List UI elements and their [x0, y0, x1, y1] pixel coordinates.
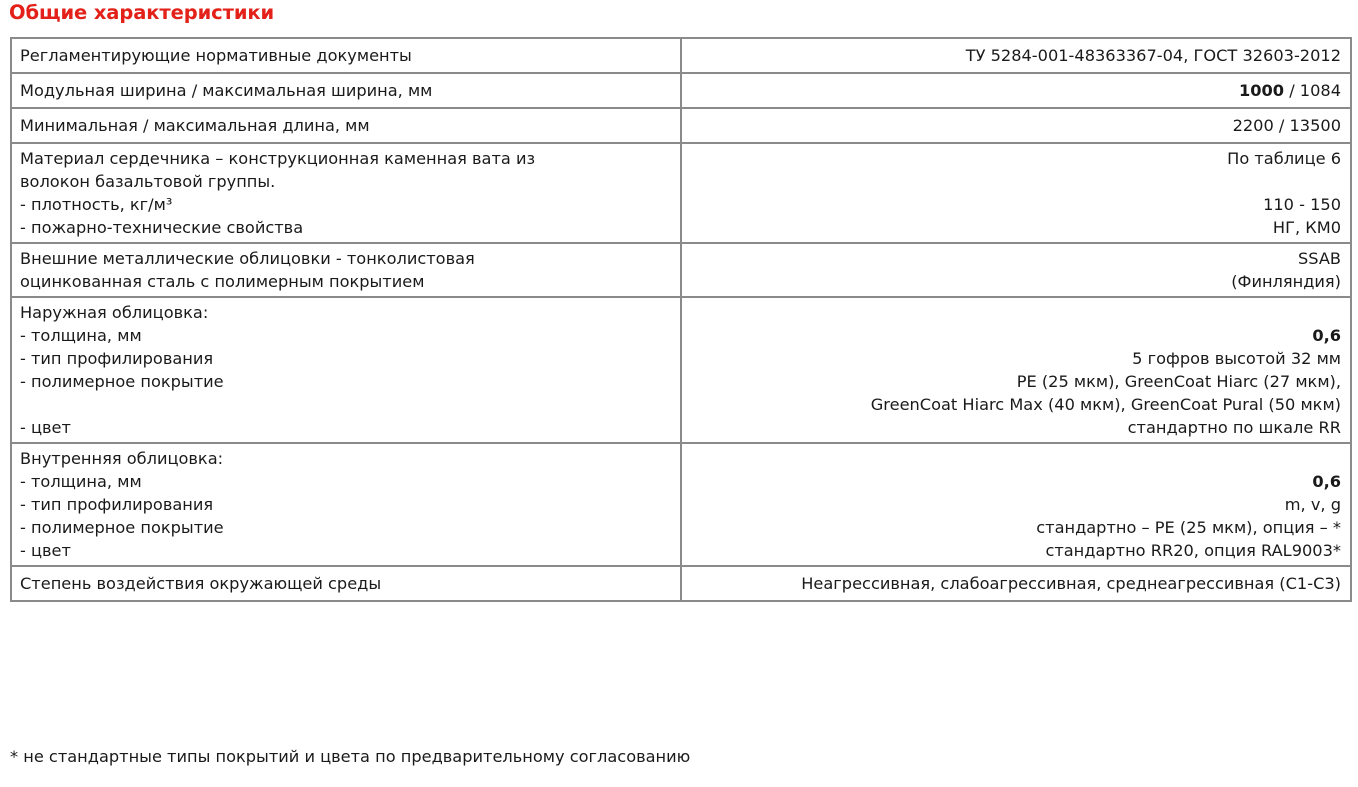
- row-label-text: - тип профилирования: [20, 495, 214, 514]
- value-rest: / 1084: [1284, 81, 1341, 100]
- row-value-text: стандартно по шкале RR: [1127, 418, 1341, 437]
- row-label: [11, 243, 681, 297]
- characteristics-table: [10, 37, 1352, 602]
- table-row: [11, 38, 1351, 73]
- row-label-text: - плотность, кг/м³: [20, 195, 173, 214]
- row-label: [11, 566, 681, 601]
- row-label: [11, 297, 681, 443]
- row-value-text: (Финляндия): [1231, 272, 1341, 291]
- row-label-text: Модульная ширина / максимальная ширина, мм: [20, 81, 433, 100]
- table-row: [11, 143, 1351, 243]
- row-value-text: [689, 324, 1341, 347]
- row-value-text: [689, 470, 1341, 493]
- row-value-text: 5 гофров высотой 32 мм: [1132, 349, 1341, 368]
- row-value-text: PE (25 мкм), GreenCoat Hiarc (27 мкм),: [1016, 372, 1341, 391]
- table-row: [11, 73, 1351, 108]
- row-label-text: - тип профилирования: [20, 349, 214, 368]
- row-value: [681, 443, 1351, 566]
- table-row: [11, 108, 1351, 143]
- row-label-text: Минимальная / максимальная длина, мм: [20, 116, 370, 135]
- row-value: [681, 73, 1351, 108]
- row-value-text: SSAB: [1297, 249, 1341, 268]
- row-label-text: Внешние металлические облицовки - тонколистовая: [20, 249, 475, 268]
- row-label-text: волокон базальтовой группы.: [20, 172, 276, 191]
- row-label: [11, 38, 681, 73]
- row-value-text: 110 - 150: [1263, 195, 1341, 214]
- row-label-text: - полимерное покрытие: [20, 518, 224, 537]
- row-label-text: Материал сердечника – конструкционная каменная вата из: [20, 149, 536, 168]
- row-label-text: - пожарно-технические свойства: [20, 218, 304, 237]
- row-label-text: - толщина, мм: [20, 472, 142, 491]
- row-value-text: [689, 79, 1341, 102]
- row-label-text: - цвет: [20, 418, 71, 437]
- row-label-text: - цвет: [20, 541, 71, 560]
- spacer: [689, 170, 1341, 193]
- row-value-text: Неагрессивная, слабоагрессивная, среднеагрессивная (С1-С3): [801, 574, 1341, 593]
- row-value-text: GreenCoat Hiarc Max (40 мкм), GreenCoat Pural (50 мкм): [870, 395, 1341, 414]
- row-label-text: Степень воздействия окружающей среды: [20, 574, 382, 593]
- spacer: [20, 393, 673, 416]
- row-value: [681, 297, 1351, 443]
- row-value-text: По таблице 6: [1227, 149, 1341, 168]
- row-label-text: Внутренняя облицовка:: [20, 449, 224, 468]
- row-label-text: - полимерное покрытие: [20, 372, 224, 391]
- value-bold: 0,6: [1312, 326, 1341, 345]
- table-row: [11, 443, 1351, 566]
- row-value-text: стандартно – PE (25 мкм), опция – *: [1036, 518, 1341, 537]
- row-label: [11, 73, 681, 108]
- row-value-text: НГ, КМ0: [1272, 218, 1341, 237]
- row-value-text: ТУ 5284-001-48363367-04, ГОСТ 32603-2012: [965, 46, 1341, 65]
- section-title: Общие характеристики: [9, 1, 275, 24]
- table-row: [11, 566, 1351, 601]
- row-value: [681, 143, 1351, 243]
- row-label: [11, 143, 681, 243]
- row-value-text: m, v, g: [1284, 495, 1341, 514]
- row-label-text: - толщина, мм: [20, 326, 142, 345]
- row-value-text: 2200 / 13500: [1232, 116, 1341, 135]
- row-value: [681, 108, 1351, 143]
- row-label-text: оцинкованная сталь с полимерным покрытием: [20, 272, 425, 291]
- row-value: [681, 38, 1351, 73]
- row-value: [681, 243, 1351, 297]
- table-row: [11, 297, 1351, 443]
- row-label: [11, 108, 681, 143]
- table-row: [11, 243, 1351, 297]
- row-label-text: Регламентирующие нормативные документы: [20, 46, 412, 65]
- spacer: [689, 301, 1341, 324]
- footnote: * не стандартные типы покрытий и цвета по предварительному согласованию: [10, 747, 691, 766]
- row-label: [11, 443, 681, 566]
- value-bold: 0,6: [1312, 472, 1341, 491]
- spacer: [689, 447, 1341, 470]
- row-value-text: стандартно RR20, опция RAL9003*: [1045, 541, 1341, 560]
- row-value: [681, 566, 1351, 601]
- row-label-text: Наружная облицовка:: [20, 303, 209, 322]
- value-bold: 1000: [1238, 81, 1285, 100]
